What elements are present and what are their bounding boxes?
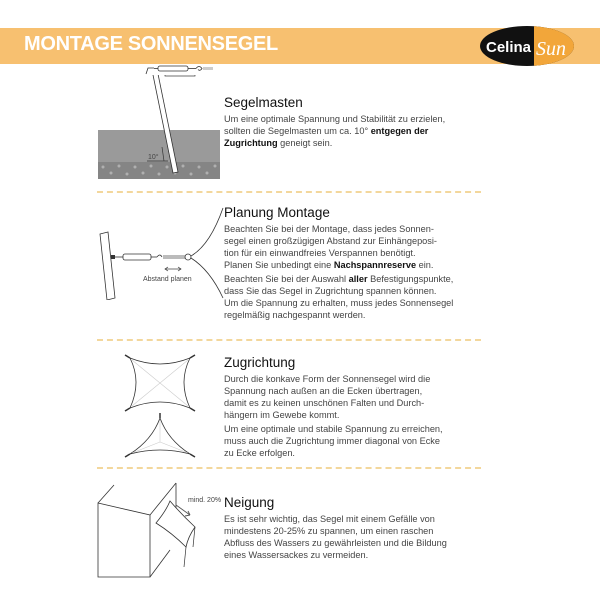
abstand-label: Abstand planen bbox=[143, 276, 192, 283]
text-run-bold: Nachspannreserve bbox=[333, 260, 417, 270]
section-planung-montage bbox=[224, 205, 564, 323]
divider bbox=[97, 339, 481, 341]
text-run-bold: entgegen der Zugrichtung bbox=[224, 126, 429, 148]
section-paragraph: Es ist sehr wichtig, das Segel mit einem Gefälle von mindestens 20-25% zu spannen, um einen raschen Abfluss des Wassers zu gewährleisten und die Bildung eines Wassersackes zu vermeiden. bbox=[224, 514, 447, 560]
text-run: Beachten Sie bei der Montage, dass jedes Sonnen- segel einen großzügigen Abstand zur Einhängeposi- tion für ein einwandfreies Verspannen benötigt. Planen Sie unbedingt eine bbox=[224, 224, 437, 270]
angle-label: 10° bbox=[148, 154, 159, 161]
section-paragraph bbox=[224, 113, 564, 149]
text-run: Befestigungspunkte, dass Sie das Segel in Zugrichtung spannen können. Um die Spannung zu erhalten, muss jedes Sonnensegel regelmäßig nachgespannt werden. bbox=[224, 274, 454, 320]
section-title: Neigung bbox=[224, 495, 275, 510]
tension-direction-illustration bbox=[120, 350, 210, 465]
divider bbox=[97, 467, 481, 469]
mast-illustration bbox=[95, 75, 220, 185]
section-zugrichtung bbox=[224, 355, 564, 461]
section-paragraph bbox=[224, 223, 564, 271]
section-title: Planung Montage bbox=[224, 205, 330, 220]
turnbuckle-icon bbox=[140, 62, 220, 78]
text-run-bold: aller bbox=[348, 274, 368, 284]
divider bbox=[97, 191, 481, 193]
text-run: ein. bbox=[416, 260, 434, 270]
page-title: MONTAGE SONNENSEGEL bbox=[24, 33, 278, 55]
section-paragraph: Durch die konkave Form der Sonnensegel wird die Spannung nach außen an die Ecken übertragen, damit es zu keinen unschönen Falten und Durch- hängern im Gewebe kommt. bbox=[224, 374, 431, 420]
section-paragraph: Um eine optimale und stabile Spannung zu erreichen, muss auch die Zugrichtung immer diagonal von Ecke zu Ecke erfolgen. bbox=[224, 424, 443, 458]
logo-text-celina: Celina bbox=[486, 39, 532, 56]
planning-illustration bbox=[95, 200, 225, 300]
logo-text-sun: Sun bbox=[536, 38, 566, 60]
slope-label: mind. 20% bbox=[188, 497, 222, 504]
slope-illustration bbox=[90, 475, 225, 590]
text-run: Beachten Sie bei der Auswahl bbox=[224, 274, 349, 284]
celinasun-logo bbox=[478, 22, 576, 70]
section-paragraph bbox=[224, 273, 564, 321]
text-run: Um eine optimale Spannung und Stabilität zu erzielen, sollten die Segelmasten um ca. 10° bbox=[224, 114, 446, 136]
text-run: geneigt sein. bbox=[277, 138, 333, 148]
section-title: Segelmasten bbox=[224, 95, 303, 110]
section-title: Zugrichtung bbox=[224, 355, 296, 370]
section-segelmasten bbox=[224, 95, 564, 151]
section-neigung bbox=[224, 495, 564, 563]
